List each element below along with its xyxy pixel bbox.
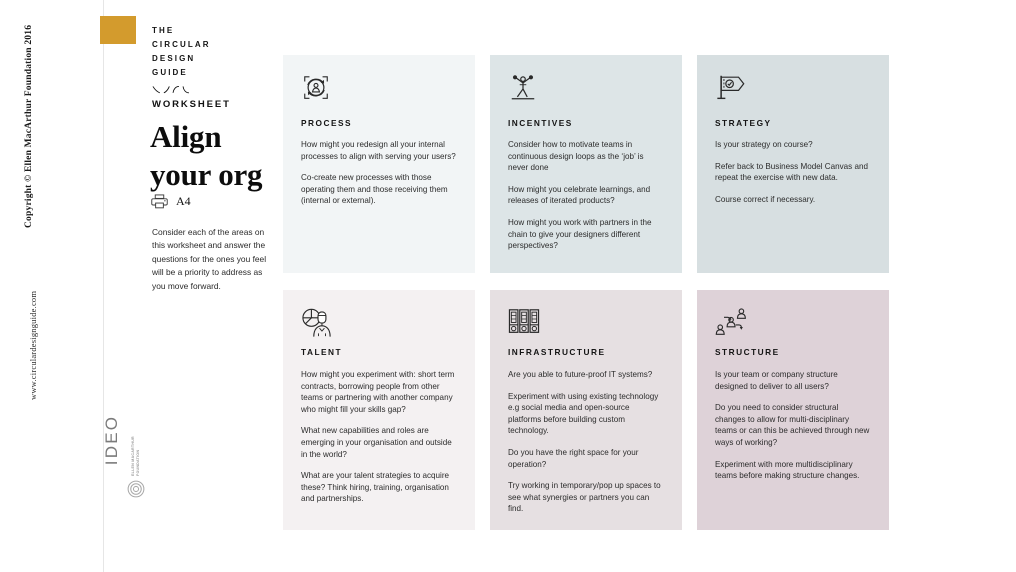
- intro-copy: Consider each of the areas on this worksheet and answer the questions for the ones you feel will be a priority to address as you move forward.: [152, 227, 267, 291]
- connected-people-icon: [715, 307, 871, 343]
- brand-line-the: THE: [152, 26, 175, 35]
- brand-line-design: DESIGN: [152, 54, 196, 63]
- card-paragraph: Do you need to consider structural changes to allow for multi-disciplinary teams or can this be achieved through new ways of working?: [715, 403, 870, 447]
- ideo-logo: IDEO: [102, 414, 121, 466]
- worksheet-card-grid: [283, 55, 891, 530]
- squiggle-ornament-icon: [152, 85, 194, 97]
- ellen-macarthur-foundation-logo: [108, 436, 164, 498]
- brand-line-circular: CIRCULAR: [152, 40, 211, 49]
- card-title-talent: TALENT: [301, 347, 343, 357]
- card-structure[interactable]: [697, 290, 889, 530]
- emf-circle-mark: [127, 480, 145, 498]
- server-racks-icon: [508, 307, 664, 343]
- card-title-structure: STRUCTURE: [715, 347, 780, 357]
- card-paragraph: Are you able to future-proof IT systems?: [508, 370, 653, 379]
- card-paragraph: Experiment with more multidisciplinary teams before making structure changes.: [715, 459, 860, 481]
- emf-wordmark-line2: FOUNDATION: [136, 449, 140, 476]
- page-title-line2: your org: [150, 157, 263, 192]
- brand-line-guide: GUIDE: [152, 68, 188, 77]
- card-body-structure: [715, 369, 871, 482]
- card-paragraph: Course correct if necessary.: [715, 194, 816, 204]
- flag-check-icon: [715, 72, 871, 112]
- card-title-incentives: INCENTIVES: [508, 118, 573, 128]
- card-paragraph: How might you celebrate learnings, and releases of iterated products?: [508, 184, 651, 206]
- card-strategy[interactable]: [697, 55, 889, 273]
- card-paragraph: Refer back to Business Model Canvas and repeat the exercise with new data.: [715, 161, 868, 183]
- process-loop-person-icon: [301, 72, 457, 112]
- page-title-line1: Align: [150, 119, 222, 154]
- card-paragraph: What are your talent strategies to acquire these? Think hiring, training, organisation and partnerships.: [301, 471, 450, 504]
- page-title: [150, 118, 290, 194]
- card-title-strategy: STRATEGY: [715, 118, 772, 128]
- card-incentives[interactable]: [490, 55, 682, 273]
- card-body-talent: [301, 369, 457, 505]
- card-paragraph: Consider how to motivate teams in continuous design loops as the ‘job’ is never done: [508, 140, 644, 173]
- celebrating-person-icon: [508, 72, 664, 112]
- emf-wordmark: [131, 436, 141, 476]
- brand-masthead: [152, 24, 272, 102]
- card-paragraph: Do you have the right space for your operation?: [508, 447, 639, 469]
- card-body-strategy: [715, 139, 871, 205]
- card-process[interactable]: [283, 55, 475, 273]
- accent-gold-block: [100, 16, 136, 44]
- card-paragraph: How might you redesign all your internal processes to align with serving your users?: [301, 140, 456, 161]
- copyright-text: Copyright © Ellen MacArthur Foundation 2016: [24, 24, 34, 228]
- card-paragraph: Try working in temporary/pop up spaces to see what synergies or partners you can find.: [508, 481, 661, 514]
- card-paragraph: Co-create new processes with those operating them and those receiving them (internal or external).: [301, 173, 448, 206]
- print-format-label: A4: [176, 194, 191, 208]
- card-body-incentives: [508, 139, 664, 252]
- card-paragraph: How might you work with partners in the chain to give your designers different perspectives?: [508, 217, 652, 251]
- left-rail: [0, 0, 140, 572]
- website-url[interactable]: www.circulardesignguide.com: [28, 290, 38, 400]
- card-paragraph: Is your strategy on course?: [715, 140, 813, 149]
- card-paragraph: Experiment with using existing technology e.g social media and open-source platforms before building custom technology.: [508, 391, 659, 436]
- card-paragraph: What new capabilities and roles are emerging in your organisation and outside in the world?: [301, 426, 452, 459]
- print-format-row: [151, 194, 191, 209]
- card-body-process: [301, 139, 457, 207]
- pie-chart-person-icon: [301, 307, 457, 343]
- card-paragraph: How might you experiment with: short term contracts, borrowing people from other teams or partnering with another company who might fill your skills gap?: [301, 370, 455, 414]
- card-infrastructure[interactable]: [490, 290, 682, 530]
- emf-wordmark-line1: ELLEN MACARTHUR: [131, 436, 136, 476]
- card-body-infrastructure: [508, 369, 664, 515]
- card-title-infrastructure: INFRASTRUCTURE: [508, 347, 606, 357]
- worksheet-label: WORKSHEET: [152, 99, 231, 110]
- card-paragraph: Is your team or company structure designed to deliver to all users?: [715, 370, 838, 391]
- card-title-process: PROCESS: [301, 118, 353, 128]
- printer-icon[interactable]: [151, 194, 168, 209]
- card-talent[interactable]: [283, 290, 475, 530]
